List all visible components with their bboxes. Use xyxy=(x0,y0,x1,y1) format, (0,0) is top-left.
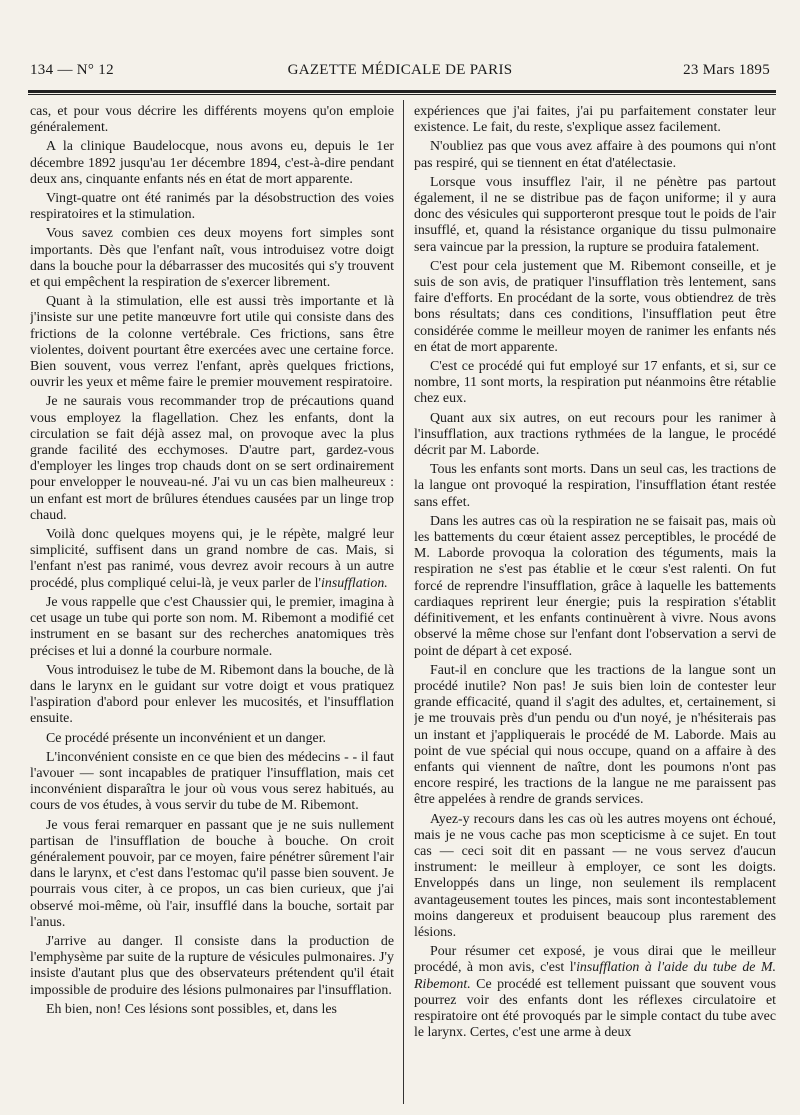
paragraph: Vous savez combien ces deux moyens fort simples sont importants. Dès que l'enfant naît, vous introduisez votre doigt dans la bouche pour la débarrasser des mucosités qui s'y trouvent et qui empêchent la respiration de s'exercer librement. xyxy=(30,226,394,291)
right-column xyxy=(414,104,776,1104)
paragraph: Quant aux six autres, on eut recours pour les ranimer à l'insufflation, aux tractions rythmées de la langue, le procédé décrit par M. Laborde. xyxy=(414,410,776,459)
page-number-issue: 134 — N° 12 xyxy=(30,62,114,78)
left-column xyxy=(30,104,394,1104)
paragraph: Eh bien, non! Ces lésions sont possibles, et, dans les xyxy=(46,1001,337,1017)
paragraph: cas, et pour vous décrire les différents moyens qu'on emploie généralement. xyxy=(30,104,394,136)
paragraph: Ce procédé présente un inconvénient et un danger. xyxy=(46,730,327,746)
journal-title: GAZETTE MÉDICALE DE PARIS xyxy=(287,62,513,78)
paragraph: Je ne saurais vous recommander trop de précautions quand vous employez la flagellation. Chez les enfants, dont la circulation se fait déjà assez mal, on provoque avec la plus grande facilité des ecchymoses. D'autre part, gardez-vous d'employer les linges trop chauds dont on se sert ordinairement pour envelopper le nouveau-né. J'ai vu un cas bien malheureux : un enfant est mort de brûlures étendues causées par un linge trop chaud. xyxy=(30,394,394,523)
paragraph-text: Ce procédé est tellement puissant que souvent vous pourrez voir des enfants dont les réflexes circulatoire et respiratoire ont été provoqués par le simple contact du tube avec le larynx. Certes, c'est une arme à deux xyxy=(414,976,776,1041)
paragraph: Vingt-quatre ont été ranimés par la désobstruction des voies respiratoires et la stimulation. xyxy=(30,191,394,223)
paragraph: Je vous ferai remarquer en passant que je ne suis nullement partisan de l'insufflation de bouche à bouche. On croit généralement pouvoir, par ce moyen, faire pénétrer sûrement l'air dans le larynx, et c'est dans l'estomac qu'il passe bien souvent. Je pourrais vous citer, à ce propos, un cas bien curieux, que j'ai observé moi-même, où l'air, insufflé dans la bouche, sortait par l'anus. xyxy=(30,817,394,930)
paragraph-text: Voilà donc quelques moyens qui, je le répète, malgré leur simplicité, suffisent dans un grand nombre de cas. Mais, si l'enfant n'est pas ranimé, vous devrez avoir recours à un autre procédé, plus compliqué celui-là, je veux parler de l' xyxy=(30,527,394,591)
paragraph: Tous les enfants sont morts. Dans un seul cas, les tractions de la langue ont provoqué la respiration, l'insufflation étant restée sans effet. xyxy=(414,462,776,510)
paragraph: expériences que j'ai faites, j'ai pu parfaitement constater leur existence. Le fait, du reste, s'explique assez facilement. xyxy=(414,104,776,136)
paragraph: J'arrive au danger. Il consiste dans la production de l'emphysème par suite de la rupture de vésicules pulmonaires. J'y insiste d'autant plus que des observateurs prétendent qu'il était impossible de produire des lésions pulmonaires par l'insufflation. xyxy=(30,933,394,998)
header-rule xyxy=(28,90,776,95)
issue-date: 23 Mars 1895 xyxy=(683,62,770,78)
paragraph: N'oubliez pas que vous avez affaire à des poumons qui n'ont pas respiré, qui se tiennent en état d'atélectasie. xyxy=(414,139,776,171)
emphasis-text: insufflation à l'aide du tube de M. Ribemont. xyxy=(414,960,776,992)
paragraph xyxy=(30,527,394,592)
paragraph: Quant à la stimulation, elle est aussi très importante et là j'insiste sur une petite manœuvre fort utile qui consiste dans des frictions de la colonne vertébrale. Ces frictions, sans être violentes, doivent pourtant être exercées avec une certaine force. Bien souvent, vous verrez l'enfant, après quelques frictions, ouvrir les yeux et même faire le premier mouvement respiratoire. xyxy=(30,294,394,391)
emphasis-text: insufflation. xyxy=(321,575,388,591)
column-divider xyxy=(403,100,404,1104)
paragraph: Faut-il en conclure que les tractions de la langue sont un procédé inutile? Non pas! Je suis bien loin de contester leur grande efficacité, quand il s'agit des adultes, et, certainement, si je me trouvais près d'un pendu ou d'un noyé, je n'hésiterais pas un instant et j'appliquerais le procédé de M. Laborde. Mais au point de vue spécial qui nous occupe, quand on a affaire à des enfants qui viennent de naître, dont les poumons n'ont pas encore respiré, les tractions de la langue ne me paraissent pas être appelées à rendre de grands services. xyxy=(414,662,776,808)
paragraph: Dans les autres cas où la respiration ne se faisait pas, mais où les battements du cœur étaient assez perceptibles, le procédé de M. Laborde provoqua la coloration des téguments, mais la respiration ne s'est pas établie et le cœur s'est ralenti. On fut forcé de reprendre l'insufflation, grâce à laquelle les battements cardiaques reprirent leur énergie; puis la respiration s'établit définitivement, et les enfants continuèrent à vivre. Nous avons observé la même chose sur l'enfant dont l'observation a servi de point de départ à cet exposé. xyxy=(414,513,776,659)
paragraph: L'inconvénient consiste en ce que bien des médecins - - il faut l'avouer — sont incapables de pratiquer l'insufflation, mais cet inconvénient disparaîtra le jour où vous vous serez habitués, au cours de vos études, à vous servir du tube de M. Ribemont. xyxy=(30,749,394,814)
paragraph: Ayez-y recours dans les cas où les autres moyens ont échoué, mais je ne vous cache pas mon scepticisme à ce sujet. En tout cas — ceci soit dit en passant — ne vous servez d'aucun instrument: le meilleur à employer, ce sont les doigts. Enveloppés dans un linge, non seulement ils remplacent avantageusement toutes les pinces, mais sont incontestablement moins dangereux et produisent beaucoup plus rarement des lésions. xyxy=(414,811,776,940)
paragraph: Je vous rappelle que c'est Chaussier qui, le premier, imagina à cet usage un tube qui porte son nom. M. Ribemont a modifié cet instrument en se basant sur des recherches anatomiques très précises et lui a donné la courbure normale. xyxy=(30,594,394,659)
page-header xyxy=(30,62,770,84)
paragraph: Lorsque vous insufflez l'air, il ne pénètre pas partout également, il ne se distribue pas de façon uniforme; il y aura donc des vésicules qui supporteront presque tout le poids de l'air insufflé, et, quand la résistance organique du tissu pulmonaire sera vaincue par la pression, la rupture se produira fatalement. xyxy=(414,174,776,255)
paragraph xyxy=(414,944,776,1041)
paragraph: Vous introduisez le tube de M. Ribemont dans la bouche, de là dans le larynx en le guidant sur votre doigt et vous pratiquez l'aspiration d'abord pour enlever les mucosités, et l'insufflation ensuite. xyxy=(30,662,394,727)
paragraph: C'est pour cela justement que M. Ribemont conseille, et je suis de son avis, de pratiquer l'insufflation très lentement, sans faire d'efforts. En procédant de la sorte, vous obtiendrez de très bons résultats; dans ces conditions, l'insufflation peut être considérée comme le meilleur moyen de ranimer les enfants nés en état de mort apparente. xyxy=(414,258,776,355)
paragraph-text: Pour résumer cet exposé, je vous dirai que le meilleur procédé, à mon avis, c'est l' xyxy=(414,944,776,976)
paragraph: A la clinique Baudelocque, nous avons eu, depuis le 1er décembre 1892 jusqu'au 1er décembre 1894, c'est-à-dire pendant deux ans, cinquante enfants nés en état de mort apparente. xyxy=(30,139,394,187)
paragraph: C'est ce procédé qui fut employé sur 17 enfants, et si, sur ce nombre, 11 sont morts, la respiration put néanmoins être rétablie chez eux. xyxy=(414,359,776,407)
